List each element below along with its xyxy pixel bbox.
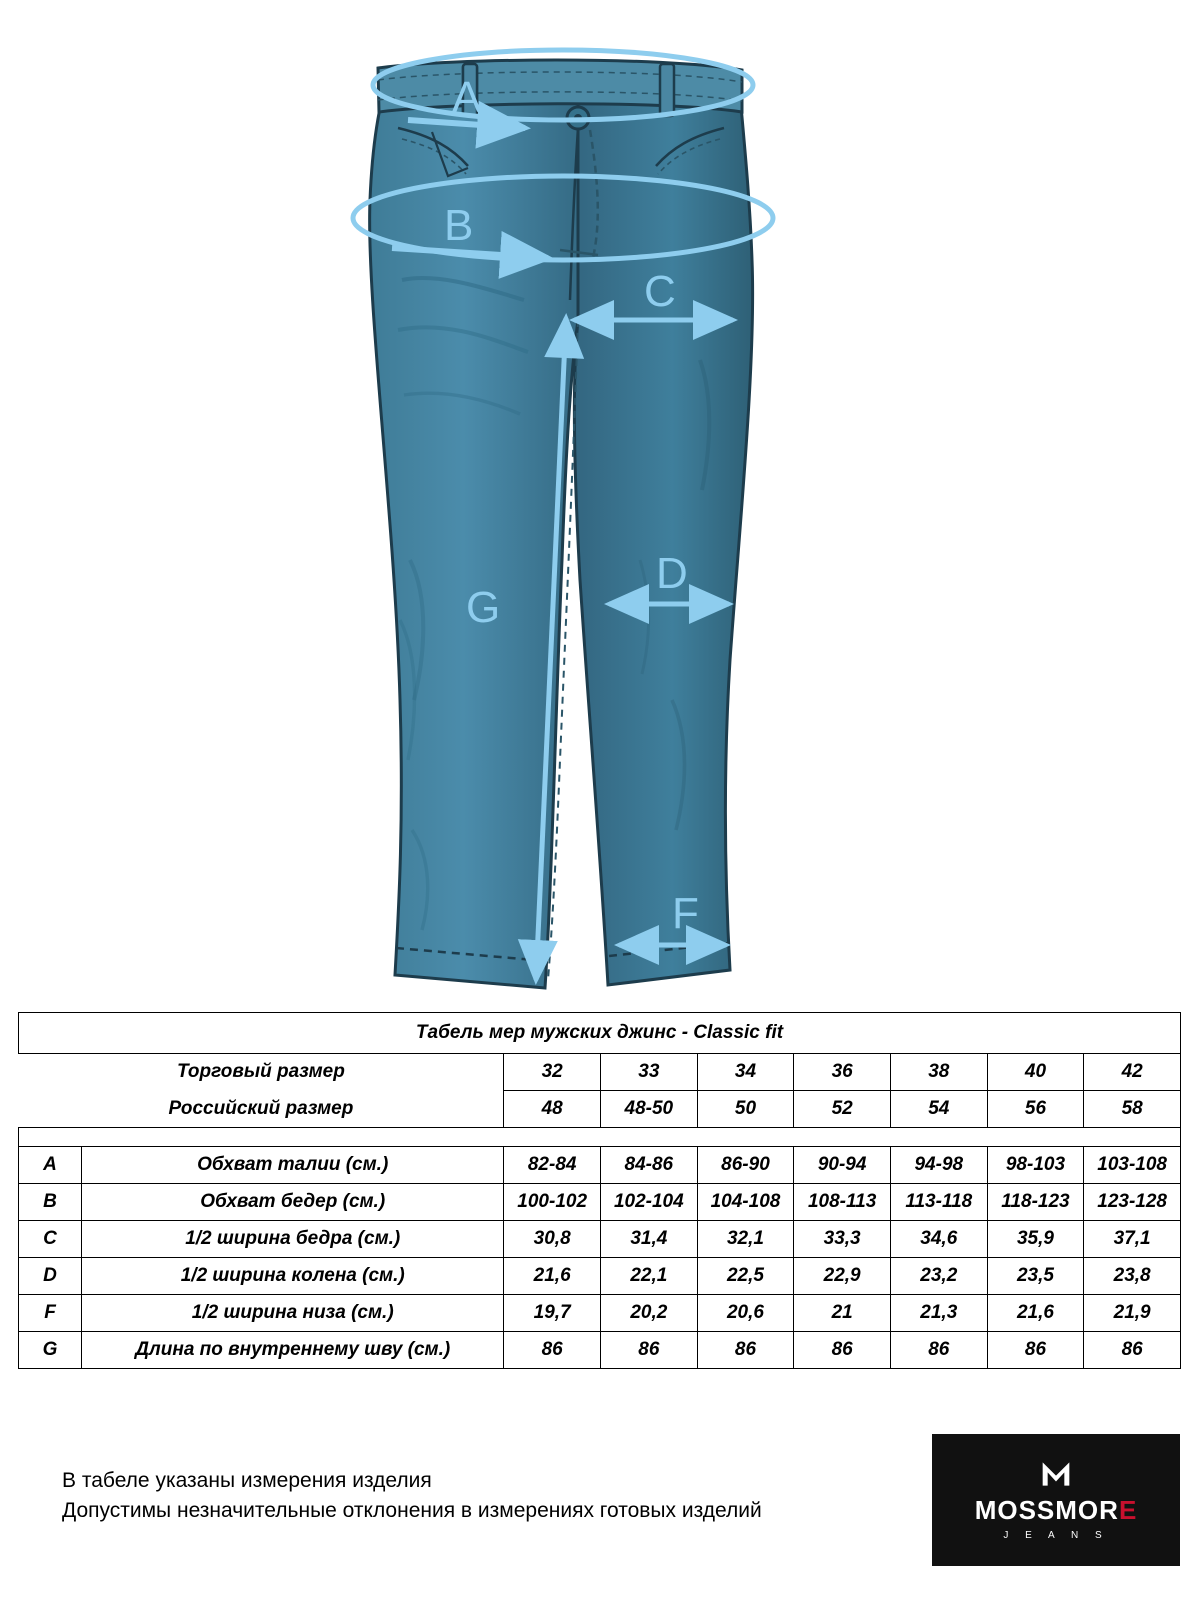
row-label: 1/2 ширина низа (см.) (82, 1295, 504, 1332)
cell-value: 21,9 (1084, 1295, 1181, 1332)
cell-value: 94-98 (890, 1147, 987, 1184)
header-value: 50 (697, 1091, 794, 1128)
header-value: 40 (987, 1054, 1084, 1091)
cell-value: 30,8 (504, 1221, 601, 1258)
cell-value: 21,6 (504, 1258, 601, 1295)
logo-wordmark (975, 1497, 1138, 1523)
row-letter: B (19, 1184, 82, 1221)
row-letter: G (19, 1332, 82, 1369)
cell-value: 86 (601, 1332, 698, 1369)
cell-value: 23,8 (1084, 1258, 1181, 1295)
marker-label-g: G (466, 583, 501, 632)
marker-label-f: F (672, 889, 699, 938)
cell-value: 20,2 (601, 1295, 698, 1332)
header-value: 54 (890, 1091, 987, 1128)
cell-value: 113-118 (890, 1184, 987, 1221)
marker-label-c: C (644, 267, 676, 316)
cell-value: 86 (1084, 1332, 1181, 1369)
row-letter: F (19, 1295, 82, 1332)
footer-note-line-1: В табеле указаны измерения изделия (62, 1469, 432, 1492)
brand-logo (932, 1434, 1180, 1566)
cell-value: 22,5 (697, 1258, 794, 1295)
table-title-row (19, 1013, 1181, 1054)
cell-value: 21 (794, 1295, 891, 1332)
cell-value: 86 (697, 1332, 794, 1369)
table-row (19, 1184, 1181, 1221)
cell-value: 98-103 (987, 1147, 1084, 1184)
cell-value: 20,6 (697, 1295, 794, 1332)
row-letter: A (19, 1147, 82, 1184)
header-value: 34 (697, 1054, 794, 1091)
table-title: Табель мер мужских джинс - Classic fit (19, 1013, 1181, 1054)
cell-value: 35,9 (987, 1221, 1084, 1258)
cell-value: 118-123 (987, 1184, 1084, 1221)
table-row (19, 1221, 1181, 1258)
row-label: 1/2 ширина колена (см.) (82, 1258, 504, 1295)
header-row-label-1: Российский размер (168, 1097, 354, 1119)
marker-label-d: D (656, 549, 688, 598)
marker-label-a: A (452, 73, 482, 122)
cell-value: 86 (987, 1332, 1084, 1369)
row-label: Обхват бедер (см.) (82, 1184, 504, 1221)
cell-value: 90-94 (794, 1147, 891, 1184)
table-row (19, 1332, 1181, 1369)
logo-word-start: MOSSMOR (974, 1495, 1119, 1525)
cell-value: 86 (890, 1332, 987, 1369)
header-value: 56 (987, 1091, 1084, 1128)
crown-m-icon (1039, 1459, 1073, 1489)
table-row (19, 1258, 1181, 1295)
cell-value: 86 (794, 1332, 891, 1369)
row-label: Обхват талии (см.) (82, 1147, 504, 1184)
cell-value: 31,4 (601, 1221, 698, 1258)
cell-value: 86-90 (697, 1147, 794, 1184)
cell-value: 84-86 (601, 1147, 698, 1184)
cell-value: 100-102 (504, 1184, 601, 1221)
header-row-label-0: Торговый размер (177, 1061, 345, 1083)
logo-word-accent: E (1118, 1495, 1138, 1525)
cell-value: 108-113 (794, 1184, 891, 1221)
cell-value: 32,1 (697, 1221, 794, 1258)
cell-value: 102-104 (601, 1184, 698, 1221)
table-row (19, 1091, 1181, 1128)
cell-value: 23,5 (987, 1258, 1084, 1295)
header-value: 33 (601, 1054, 698, 1091)
cell-value: 86 (504, 1332, 601, 1369)
cell-value: 123-128 (1084, 1184, 1181, 1221)
header-value: 48-50 (601, 1091, 698, 1128)
jeans-shape (370, 60, 753, 988)
row-label: 1/2 ширина бедра (см.) (82, 1221, 504, 1258)
footer-note-line-2: Допустимы незначительные отклонения в измерениях готовых изделий (62, 1499, 762, 1522)
logo-subtitle: J E A N S (1003, 1530, 1109, 1541)
header-value: 48 (504, 1091, 601, 1128)
size-table (18, 1012, 1181, 1369)
cell-value: 22,9 (794, 1258, 891, 1295)
cell-value: 33,3 (794, 1221, 891, 1258)
cell-value: 22,1 (601, 1258, 698, 1295)
row-label: Длина по внутреннему шву (см.) (82, 1332, 504, 1369)
row-letter: C (19, 1221, 82, 1258)
table-spacer-row (19, 1128, 1181, 1147)
header-value: 32 (504, 1054, 601, 1091)
table-row (19, 1295, 1181, 1332)
table-row (19, 1147, 1181, 1184)
cell-value: 37,1 (1084, 1221, 1181, 1258)
spacer-cell (19, 1128, 1181, 1147)
cell-value: 34,6 (890, 1221, 987, 1258)
cell-value: 104-108 (697, 1184, 794, 1221)
cell-value: 103-108 (1084, 1147, 1181, 1184)
header-value: 52 (794, 1091, 891, 1128)
cell-value: 23,2 (890, 1258, 987, 1295)
size-table-wrap (18, 1012, 1181, 1369)
header-value: 36 (794, 1054, 891, 1091)
header-value: 58 (1084, 1091, 1181, 1128)
row-letter: D (19, 1258, 82, 1295)
marker-label-b: B (444, 201, 474, 250)
header-value: 38 (890, 1054, 987, 1091)
cell-value: 82-84 (504, 1147, 601, 1184)
cell-value: 19,7 (504, 1295, 601, 1332)
table-row (19, 1054, 1181, 1091)
footer-note (62, 1466, 762, 1526)
header-value: 42 (1084, 1054, 1181, 1091)
cell-value: 21,6 (987, 1295, 1084, 1332)
cell-value: 21,3 (890, 1295, 987, 1332)
